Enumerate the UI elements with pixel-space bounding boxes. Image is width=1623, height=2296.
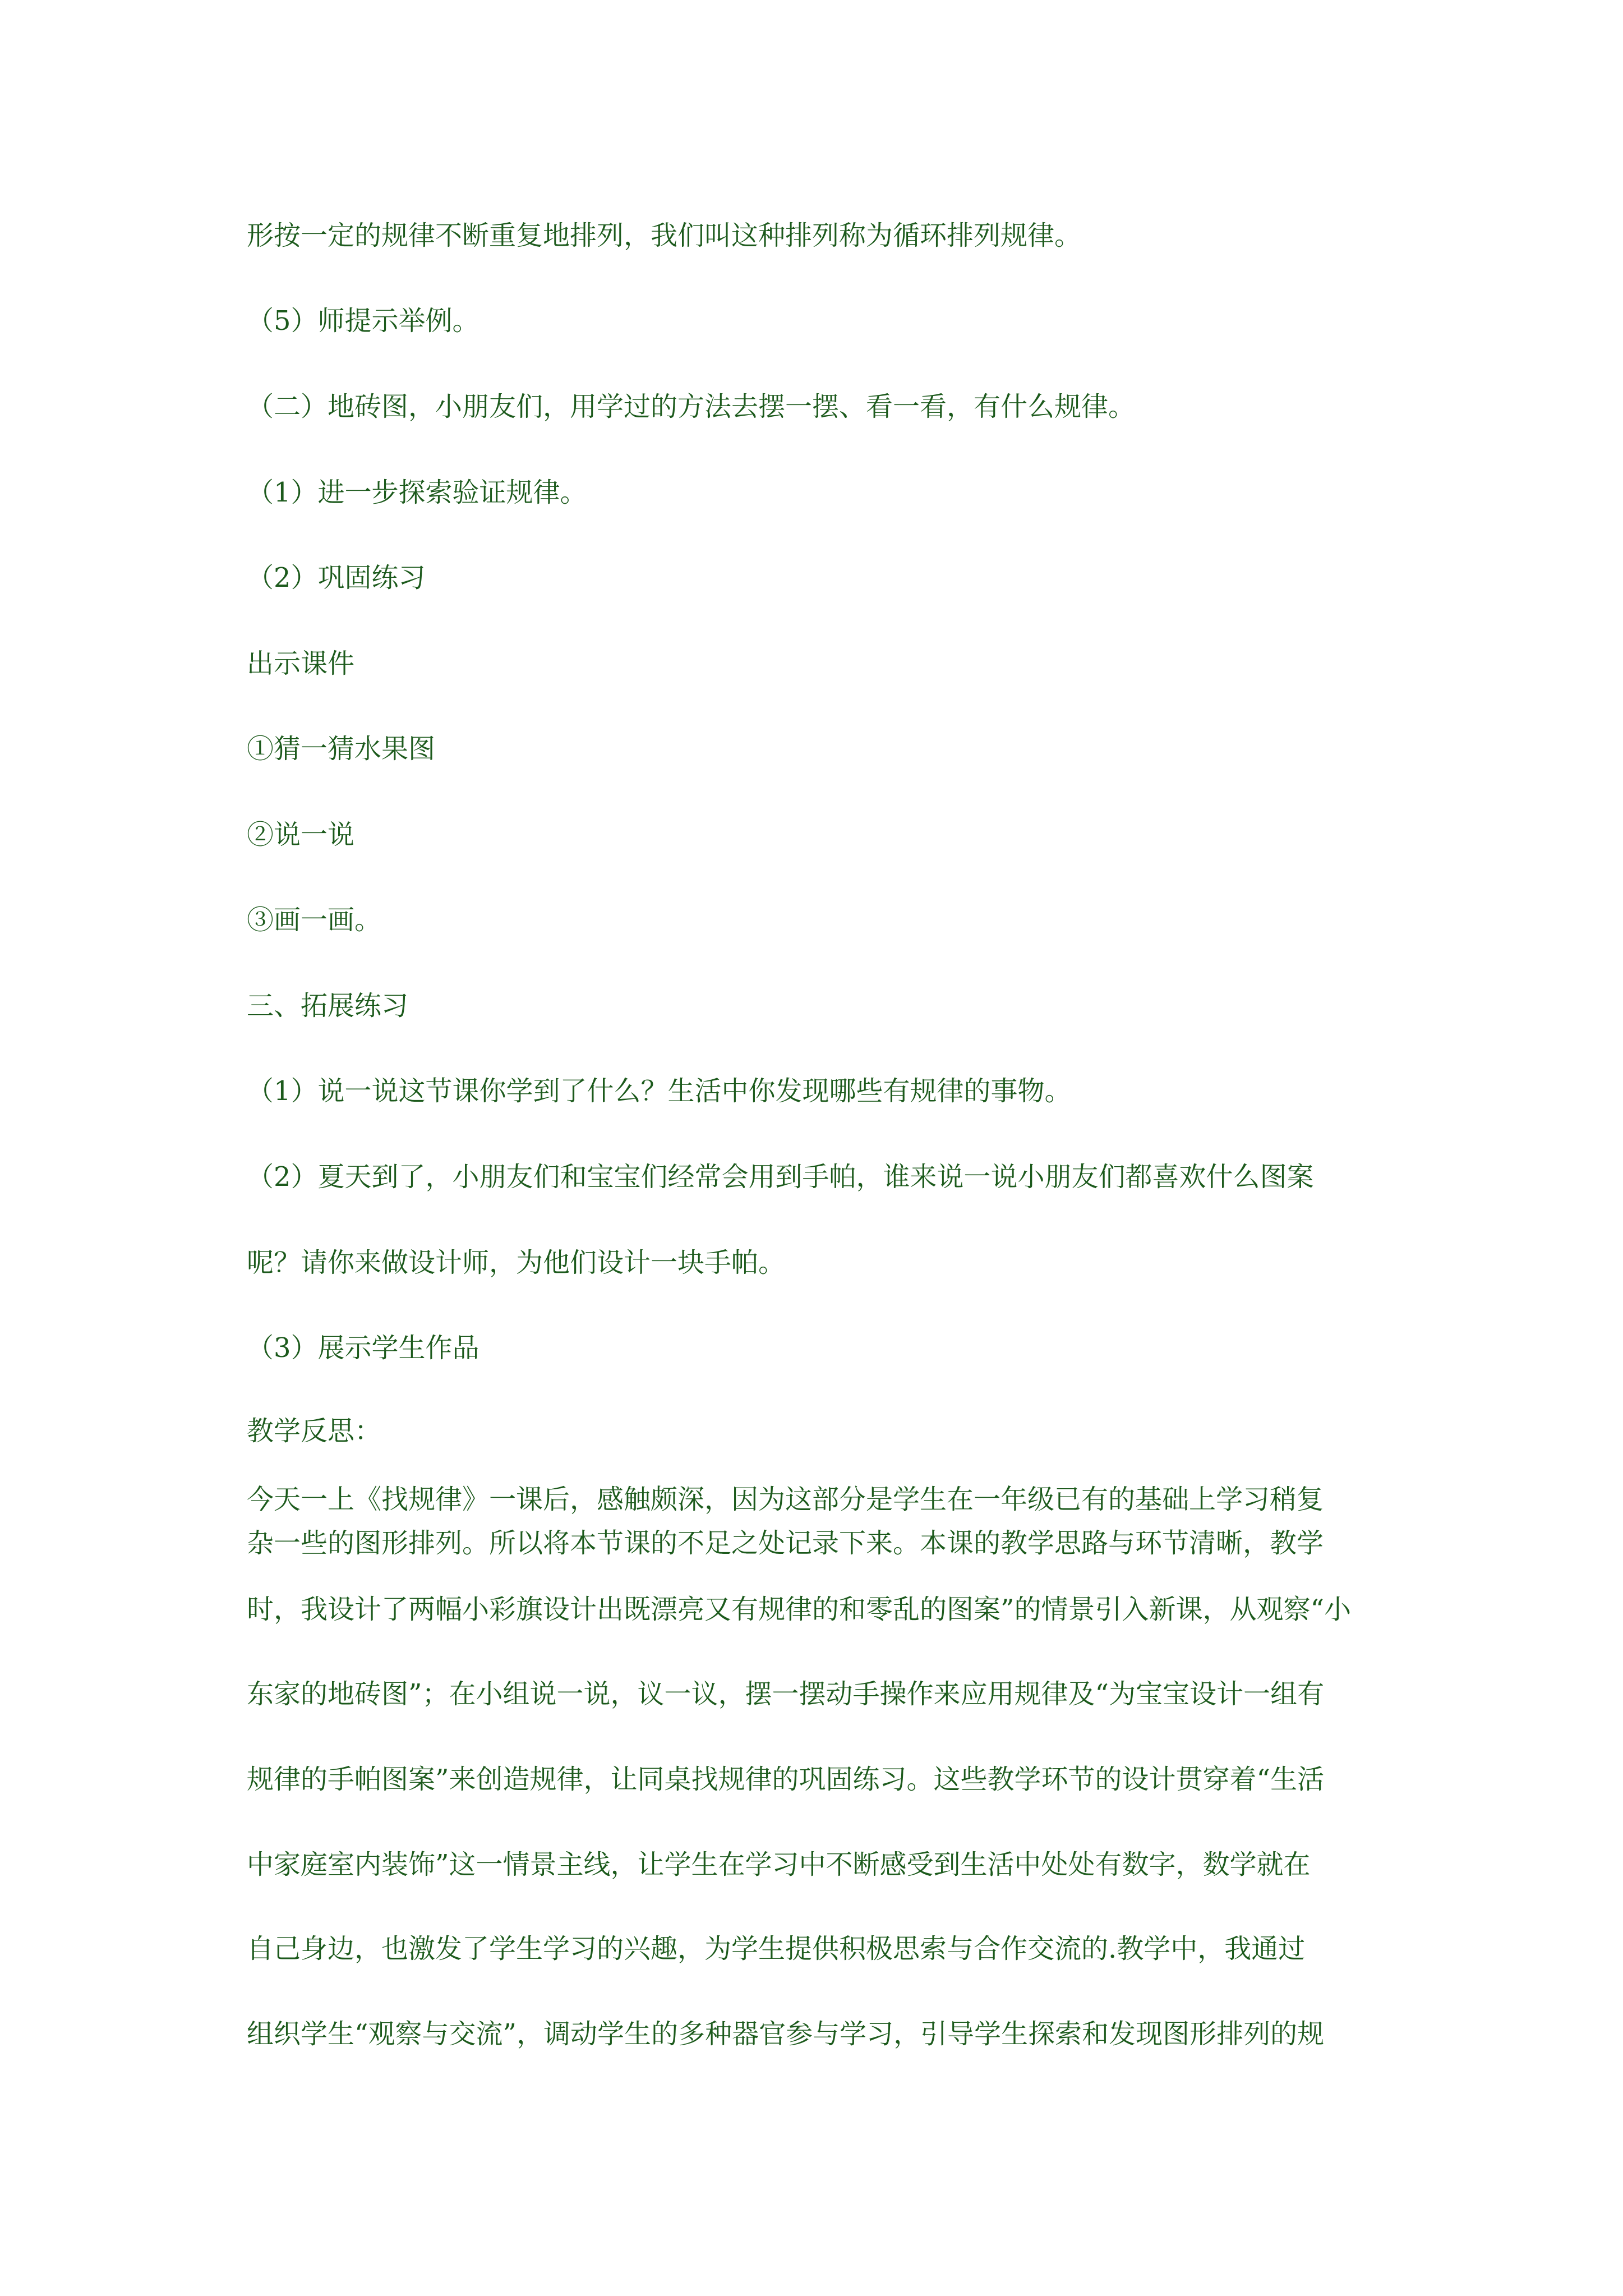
text-line-13: 呢？请你来做设计师，为他们设计一块手帕。	[247, 1247, 786, 1278]
text-line-21: 中家庭室内装饰”这一情景主线，让学生在学习中不断感受到生活中处处有数字，数学就在	[247, 1849, 1311, 1880]
text-line-20: 规律的手帕图案”来创造规律，让同桌找规律的巩固练习。这些教学环节的设计贯穿着“生活	[247, 1764, 1325, 1795]
text-line-9: ③画一画。	[247, 904, 382, 936]
text-line-10: 三、拓展练习	[247, 990, 409, 1022]
text-line-1: 形按一定的规律不断重复地排列，我们叫这种排列称为循环排列规律。	[247, 220, 1082, 251]
text-line-7: ①猜一猜水果图	[247, 733, 436, 765]
text-line-23: 组织学生“观察与交流”，调动学生的多种器官参与学习，引导学生探索和发现图形排列的规	[247, 2018, 1325, 2050]
text-line-6: 出示课件	[247, 648, 355, 679]
text-line-17: 杂一些的图形排列。所以将本节课的不足之处记录下来。本课的教学思路与环节清晰，教学	[247, 1527, 1324, 1559]
text-line-3: （二）地砖图，小朋友们，用学过的方法去摆一摆、看一看，有什么规律。	[247, 391, 1136, 422]
text-line-4: （1）进一步探索验证规律。	[247, 477, 587, 508]
text-line-12: （2）夏天到了，小朋友们和宝宝们经常会用到手帕，谁来说一说小朋友们都喜欢什么图案	[247, 1161, 1314, 1193]
text-line-22: 自己身边，也激发了学生学习的兴趣，为学生提供积极思索与合作交流的.教学中，我通过	[247, 1933, 1306, 1964]
text-line-11: （1）说一说这节课你学到了什么？生活中你发现哪些有规律的事物。	[247, 1075, 1072, 1107]
text-line-8: ②说一说	[247, 819, 355, 850]
text-line-15: 教学反思：	[247, 1415, 382, 1447]
text-line-14: （3）展示学生作品	[247, 1332, 479, 1364]
text-line-19: 东家的地砖图”；在小组说一说，议一议，摆一摆动手操作来应用规律及“为宝宝设计一组有	[247, 1678, 1325, 1710]
text-line-16: 今天一上《找规律》一课后，感触颇深，因为这部分是学生在一年级已有的基础上学习稍复	[247, 1484, 1324, 1515]
text-line-5: （2）巩固练习	[247, 562, 426, 593]
text-line-18: 时，我设计了两幅小彩旗设计出既漂亮又有规律的和零乱的图案”的情景引入新课，从观察“小	[247, 1594, 1352, 1625]
text-line-2: （5）师提示举例。	[247, 305, 479, 337]
